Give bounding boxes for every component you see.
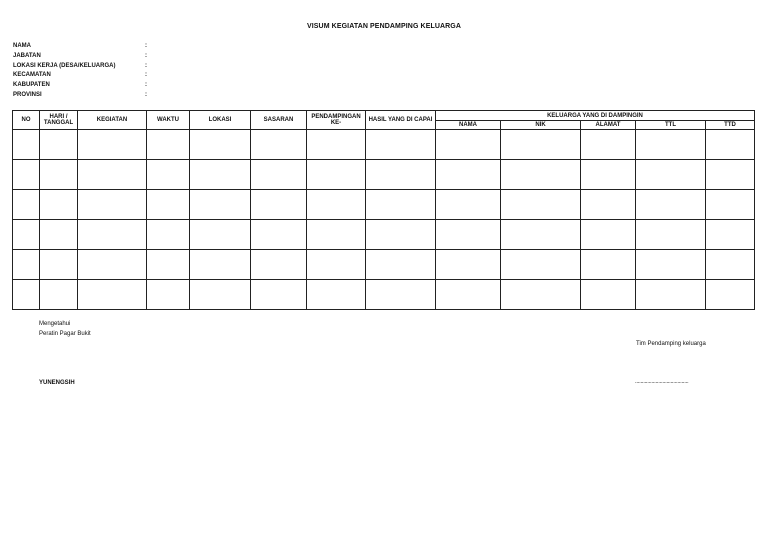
table-cell[interactable]: [190, 190, 251, 220]
header-lokasi: LOKASI: [190, 111, 251, 130]
signer-left-name: YUNENGSIH: [39, 380, 75, 386]
table-cell[interactable]: [307, 280, 366, 310]
table-cell[interactable]: [78, 190, 147, 220]
field-colon: :: [145, 91, 147, 98]
table-cell[interactable]: [78, 280, 147, 310]
field-label: PROVINSI: [13, 91, 42, 98]
table-cell[interactable]: [581, 250, 636, 280]
header-kegiatan: KEGIATAN: [78, 111, 147, 130]
table-cell[interactable]: [147, 220, 190, 250]
table-cell[interactable]: [501, 280, 581, 310]
table-cell[interactable]: [501, 190, 581, 220]
table-cell[interactable]: [251, 280, 307, 310]
table-cell[interactable]: [147, 250, 190, 280]
table-cell[interactable]: [147, 190, 190, 220]
table-cell[interactable]: [581, 160, 636, 190]
table-row: [13, 220, 755, 250]
table-cell[interactable]: [40, 190, 78, 220]
table-cell[interactable]: [501, 130, 581, 160]
table-cell[interactable]: [78, 130, 147, 160]
table-cell[interactable]: [581, 220, 636, 250]
table-cell[interactable]: [501, 220, 581, 250]
header-waktu: WAKTU: [147, 111, 190, 130]
table-cell[interactable]: [13, 250, 40, 280]
table-cell[interactable]: [307, 250, 366, 280]
table-cell[interactable]: [581, 130, 636, 160]
table-cell[interactable]: [78, 160, 147, 190]
table-cell[interactable]: [581, 190, 636, 220]
table-row: [13, 250, 755, 280]
table-cell[interactable]: [636, 220, 706, 250]
header-no: NO: [13, 111, 40, 130]
table-cell[interactable]: [190, 280, 251, 310]
table-cell[interactable]: [706, 130, 755, 160]
table-cell[interactable]: [13, 190, 40, 220]
table-cell[interactable]: [366, 130, 436, 160]
table-cell[interactable]: [436, 130, 501, 160]
header-keluarga-group: KELUARGA YANG DI DAMPINGIN: [436, 111, 755, 121]
table-cell[interactable]: [436, 280, 501, 310]
table-row: [13, 160, 755, 190]
table-cell[interactable]: [436, 160, 501, 190]
header-hari: HARI /: [49, 114, 68, 120]
table-cell[interactable]: [251, 250, 307, 280]
header-pendampingan: [307, 111, 366, 130]
table-cell[interactable]: [706, 190, 755, 220]
table-cell[interactable]: [636, 130, 706, 160]
field-label: NAMA: [13, 43, 31, 49]
table-cell[interactable]: [251, 190, 307, 220]
table-cell[interactable]: [706, 280, 755, 310]
table-cell[interactable]: [13, 130, 40, 160]
table-cell[interactable]: [436, 220, 501, 250]
team-label: Tim Pendamping keluarga: [636, 341, 706, 347]
table-cell[interactable]: [40, 220, 78, 250]
header-hasil: HASIL YANG DI CAPAI: [366, 111, 436, 130]
table-cell[interactable]: [307, 130, 366, 160]
table-cell[interactable]: [190, 250, 251, 280]
activity-table: [12, 110, 755, 310]
table-cell[interactable]: [366, 280, 436, 310]
table-cell[interactable]: [636, 190, 706, 220]
table-cell[interactable]: [706, 220, 755, 250]
header-alamat: ALAMAT: [581, 121, 636, 130]
signer-right-line: .......................................: [635, 379, 689, 385]
table-cell[interactable]: [147, 280, 190, 310]
table-cell[interactable]: [307, 160, 366, 190]
table-cell[interactable]: [501, 250, 581, 280]
table-cell[interactable]: [366, 220, 436, 250]
header-ttl: TTL: [636, 121, 706, 130]
header-nama: NAMA: [436, 121, 501, 130]
header-pendampingan-line2: KE-: [330, 120, 342, 126]
field-label: KECAMATAN: [13, 72, 51, 79]
table-cell[interactable]: [307, 220, 366, 250]
table-cell[interactable]: [190, 130, 251, 160]
table-cell[interactable]: [581, 280, 636, 310]
field-colon: :: [145, 72, 147, 79]
table-cell[interactable]: [147, 130, 190, 160]
table-cell[interactable]: [13, 160, 40, 190]
table-row: [13, 190, 755, 220]
document-title: VISUM KEGIATAN PENDAMPING KELUARGA: [306, 23, 462, 30]
field-label: LOKASI KERJA (DESA/KELUARGA): [13, 62, 116, 69]
table-cell[interactable]: [436, 250, 501, 280]
field-colon: :: [145, 43, 147, 49]
header-pendampingan-line1: PENDAMPINGAN: [311, 114, 361, 120]
table-cell[interactable]: [13, 220, 40, 250]
table-cell[interactable]: [366, 250, 436, 280]
table-cell[interactable]: [190, 220, 251, 250]
table-row: [13, 130, 755, 160]
header-sasaran: SASARAN: [251, 111, 307, 130]
table-cell[interactable]: [366, 160, 436, 190]
table-cell[interactable]: [436, 190, 501, 220]
table-cell[interactable]: [78, 220, 147, 250]
table-cell[interactable]: [40, 280, 78, 310]
table-cell[interactable]: [251, 220, 307, 250]
field-label: KABUPATEN: [13, 82, 50, 89]
table-cell[interactable]: [636, 250, 706, 280]
field-colon: :: [145, 82, 147, 89]
mengetahui-label: Mengetahui: [39, 321, 71, 327]
table-cell[interactable]: [40, 250, 78, 280]
field-label: JABATAN: [13, 52, 41, 59]
table-cell[interactable]: [78, 250, 147, 280]
table-cell[interactable]: [190, 160, 251, 190]
header-ttd: TTD: [706, 121, 755, 130]
field-colon: :: [145, 52, 147, 59]
table-cell[interactable]: [636, 280, 706, 310]
header-tanggal: TANGGAL: [43, 120, 74, 126]
table-cell[interactable]: [13, 280, 40, 310]
header-hari-tanggal: [40, 111, 78, 130]
table-cell[interactable]: [40, 130, 78, 160]
field-colon: :: [145, 62, 147, 69]
table-row: [13, 280, 755, 310]
table-cell[interactable]: [251, 160, 307, 190]
table-cell[interactable]: [40, 160, 78, 190]
table-cell[interactable]: [307, 190, 366, 220]
table-cell[interactable]: [501, 160, 581, 190]
table-cell[interactable]: [147, 160, 190, 190]
table-cell[interactable]: [706, 250, 755, 280]
table-cell[interactable]: [706, 160, 755, 190]
table-body: [13, 130, 755, 310]
table-cell[interactable]: [636, 160, 706, 190]
header-nik: NIK: [501, 121, 581, 130]
place-label: Peratin Pagar Bukit: [39, 331, 91, 337]
table-cell[interactable]: [366, 190, 436, 220]
table-cell[interactable]: [251, 130, 307, 160]
